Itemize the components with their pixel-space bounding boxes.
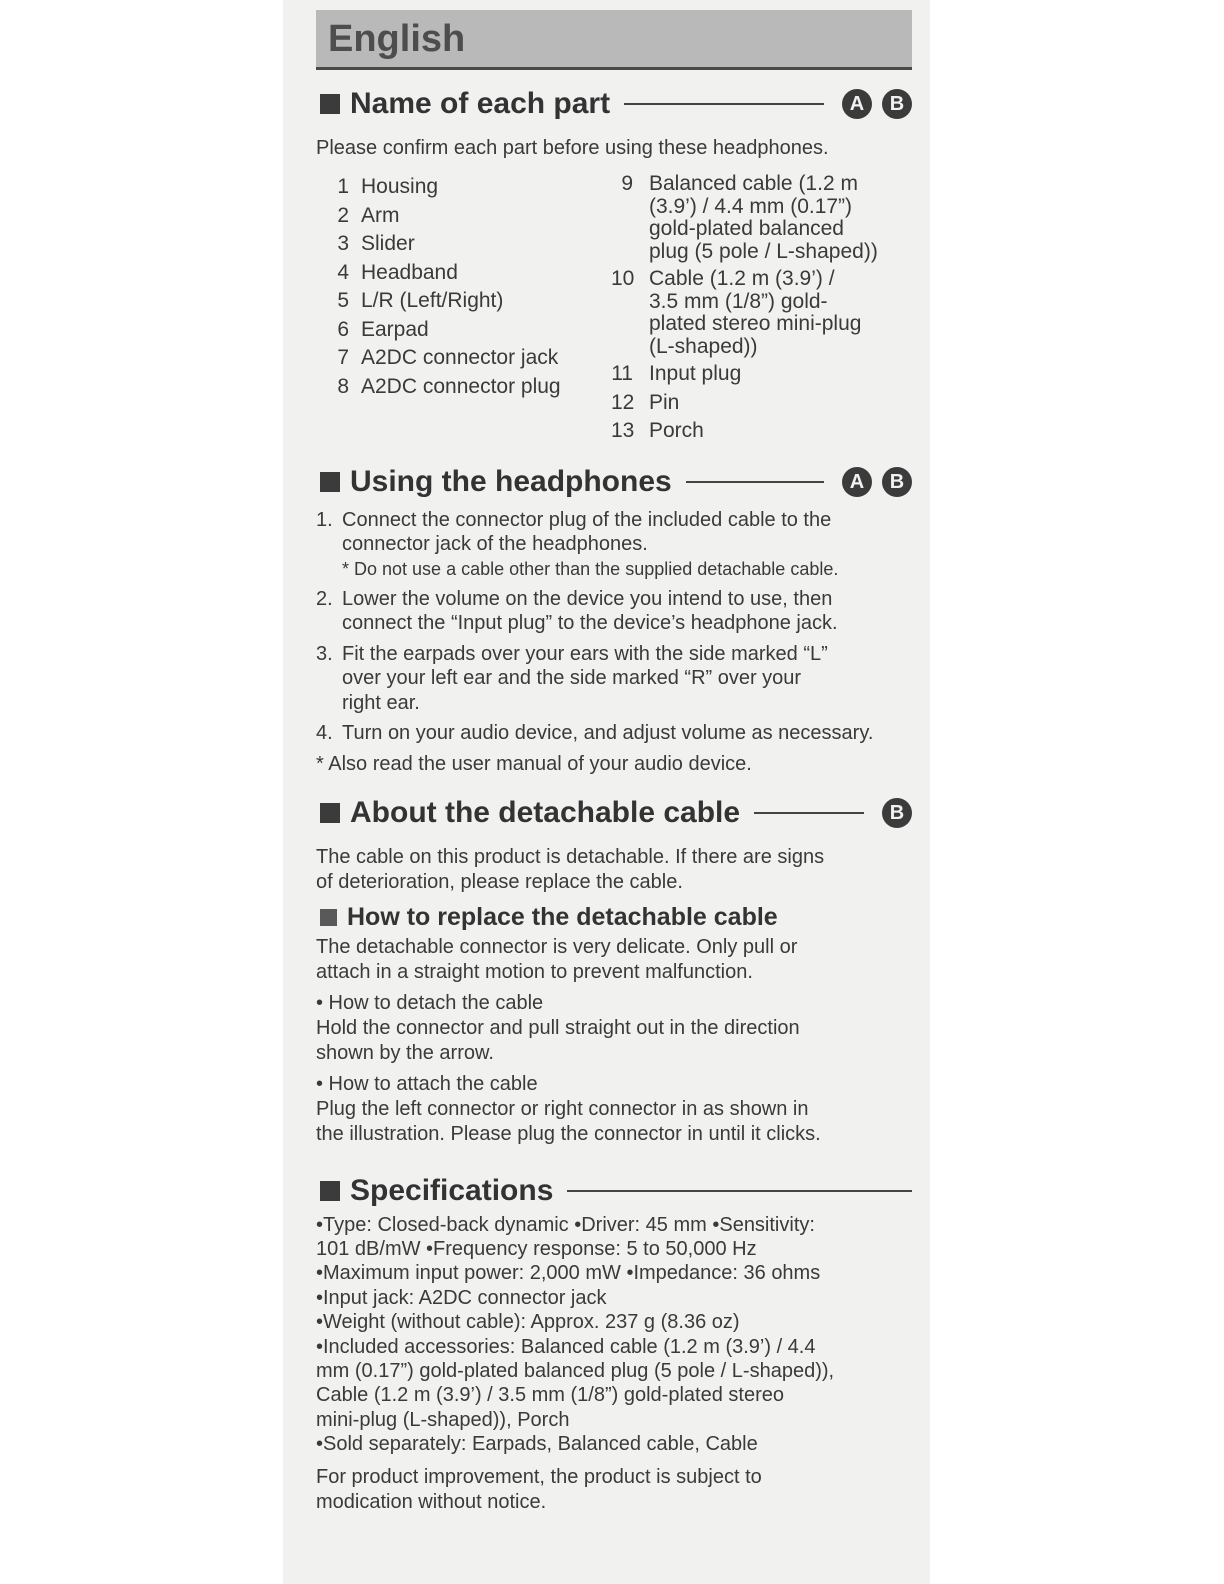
parts-intro: Please confirm each part before using these headphones. bbox=[316, 137, 829, 159]
list-item: 6 Earpad bbox=[337, 317, 429, 341]
spec-line: 101 dB/mW •Frequency response: 5 to 50,000 Hz bbox=[316, 1237, 757, 1260]
parts-list-right bbox=[611, 173, 911, 446]
section-title: Specifications bbox=[350, 1173, 554, 1207]
figure-badge-b: B bbox=[882, 798, 912, 828]
figure-badge-a: A bbox=[842, 89, 872, 119]
section-title: About the detachable cable bbox=[350, 795, 741, 829]
language-header bbox=[316, 10, 912, 70]
detach-title: • How to detach the cable bbox=[316, 991, 544, 1014]
spec-line: mini-plug (L-shaped)), Porch bbox=[316, 1408, 570, 1431]
heading-square-icon bbox=[320, 94, 340, 114]
heading-square-icon bbox=[320, 803, 340, 823]
parts-list bbox=[316, 173, 912, 446]
list-item: 4. Turn on your audio device, and adjust volume as necessary. bbox=[316, 722, 874, 744]
subsection-title: How to replace the detachable cable bbox=[347, 903, 778, 931]
heading-rule bbox=[624, 103, 824, 105]
section-specs-heading bbox=[316, 1169, 912, 1213]
section-parts-heading bbox=[316, 82, 912, 126]
list-item: 5 L/R (Left/Right) bbox=[337, 289, 504, 312]
heading-square-icon bbox=[320, 472, 340, 492]
subsection-heading bbox=[316, 901, 912, 935]
spec-line: •Maximum input power: 2,000 mW •Impedance: 36 ohms bbox=[316, 1262, 821, 1285]
figure-badge-b: B bbox=[882, 467, 912, 497]
figure-badge-b: B bbox=[882, 89, 912, 119]
list-item: 1 Housing bbox=[337, 175, 439, 198]
list-item: 2. Lower the volume on the device you intend to use, then connect the “Input plug” to the device’s headphone jack. bbox=[316, 587, 838, 634]
section-cable-heading bbox=[316, 791, 912, 835]
heading-rule bbox=[686, 481, 824, 483]
cable-intro: The cable on this product is detachable. If there are signs of deterioration, please replace the cable. bbox=[316, 845, 825, 893]
section-title: Using the headphones bbox=[350, 464, 672, 498]
list-item: 9 Balanced cable (1.2 m (3.9’) / 4.4 mm (0.17”) gold-plated balanced plug (5 pole / L-shaped)) bbox=[621, 172, 878, 263]
steps-list bbox=[316, 508, 912, 777]
heading-square-icon bbox=[320, 909, 337, 926]
spec-line: •Included accessories: Balanced cable (1.2 m (3.9’) / 4.4 bbox=[316, 1335, 816, 1358]
spec-line: •Weight (without cable): Approx. 237 g (8.36 oz) bbox=[316, 1311, 740, 1334]
attach-title: • How to attach the cable bbox=[316, 1072, 538, 1095]
heading-rule bbox=[754, 812, 864, 814]
heading-rule bbox=[567, 1190, 912, 1192]
heading-square-icon bbox=[320, 1181, 340, 1201]
manual-content bbox=[316, 10, 912, 1515]
list-item: 1. Connect the connector plug of the included cable to the connector jack of the headphones. * Do not use a cable other than the supplied detachable cable. bbox=[316, 508, 839, 579]
spec-line: •Input jack: A2DC connector jack bbox=[316, 1286, 607, 1309]
list-item: 3. Fit the earpads over your ears with the side marked “L” over your left ear and the side marked “R” over your right ear. bbox=[316, 642, 828, 714]
footnote: * Also read the user manual of your audio device. bbox=[316, 752, 752, 775]
specs-list bbox=[316, 1213, 912, 1457]
list-item: 7 A2DC connector jack bbox=[337, 346, 559, 369]
section-title: Name of each part bbox=[350, 87, 611, 120]
spec-line: mm (0.17”) gold-plated balanced plug (5 pole / L-shaped)), bbox=[316, 1359, 835, 1382]
spec-line: •Sold separately: Earpads, Balanced cable, Cable bbox=[316, 1433, 758, 1456]
detach-text: Hold the connector and pull straight out in the direction shown by the arrow. bbox=[316, 1016, 800, 1064]
spec-line: Cable (1.2 m (3.9’) / 3.5 mm (1/8”) gold-plated stereo bbox=[316, 1384, 784, 1407]
figure-badge-a: A bbox=[842, 467, 872, 497]
list-item: 3 Slider bbox=[337, 232, 415, 255]
subsection-intro: The detachable connector is very delicate. Only pull or attach in a straight motion to prevent malfunction. bbox=[316, 935, 798, 983]
list-item: 11 Input plug bbox=[611, 362, 742, 385]
list-item: 12 Pin bbox=[611, 390, 680, 414]
list-item: 8 A2DC connector plug bbox=[337, 374, 561, 398]
list-item: 10 Cable (1.2 m (3.9’) / 3.5 mm (1/8”) gold- plated stereo mini-plug (L-shaped)) bbox=[611, 267, 862, 358]
list-item: 2 Arm bbox=[337, 203, 400, 227]
list-item: 4 Headband bbox=[337, 260, 458, 284]
improvement-notice: For product improvement, the product is subject to modication without notice. bbox=[316, 1465, 762, 1513]
spec-line: •Type: Closed-back dynamic •Driver: 45 mm •Sensitivity: bbox=[316, 1213, 815, 1236]
parts-list-left bbox=[316, 173, 611, 446]
list-item: 13 Porch bbox=[611, 419, 704, 442]
section-using-heading bbox=[316, 460, 912, 504]
attach-text: Plug the left connector or right connector in as shown in the illustration. Please plug the connector in until it clicks. bbox=[316, 1097, 821, 1145]
step-note: * Do not use a cable other than the supplied detachable cable. bbox=[342, 558, 839, 579]
language-title: English bbox=[328, 18, 466, 60]
